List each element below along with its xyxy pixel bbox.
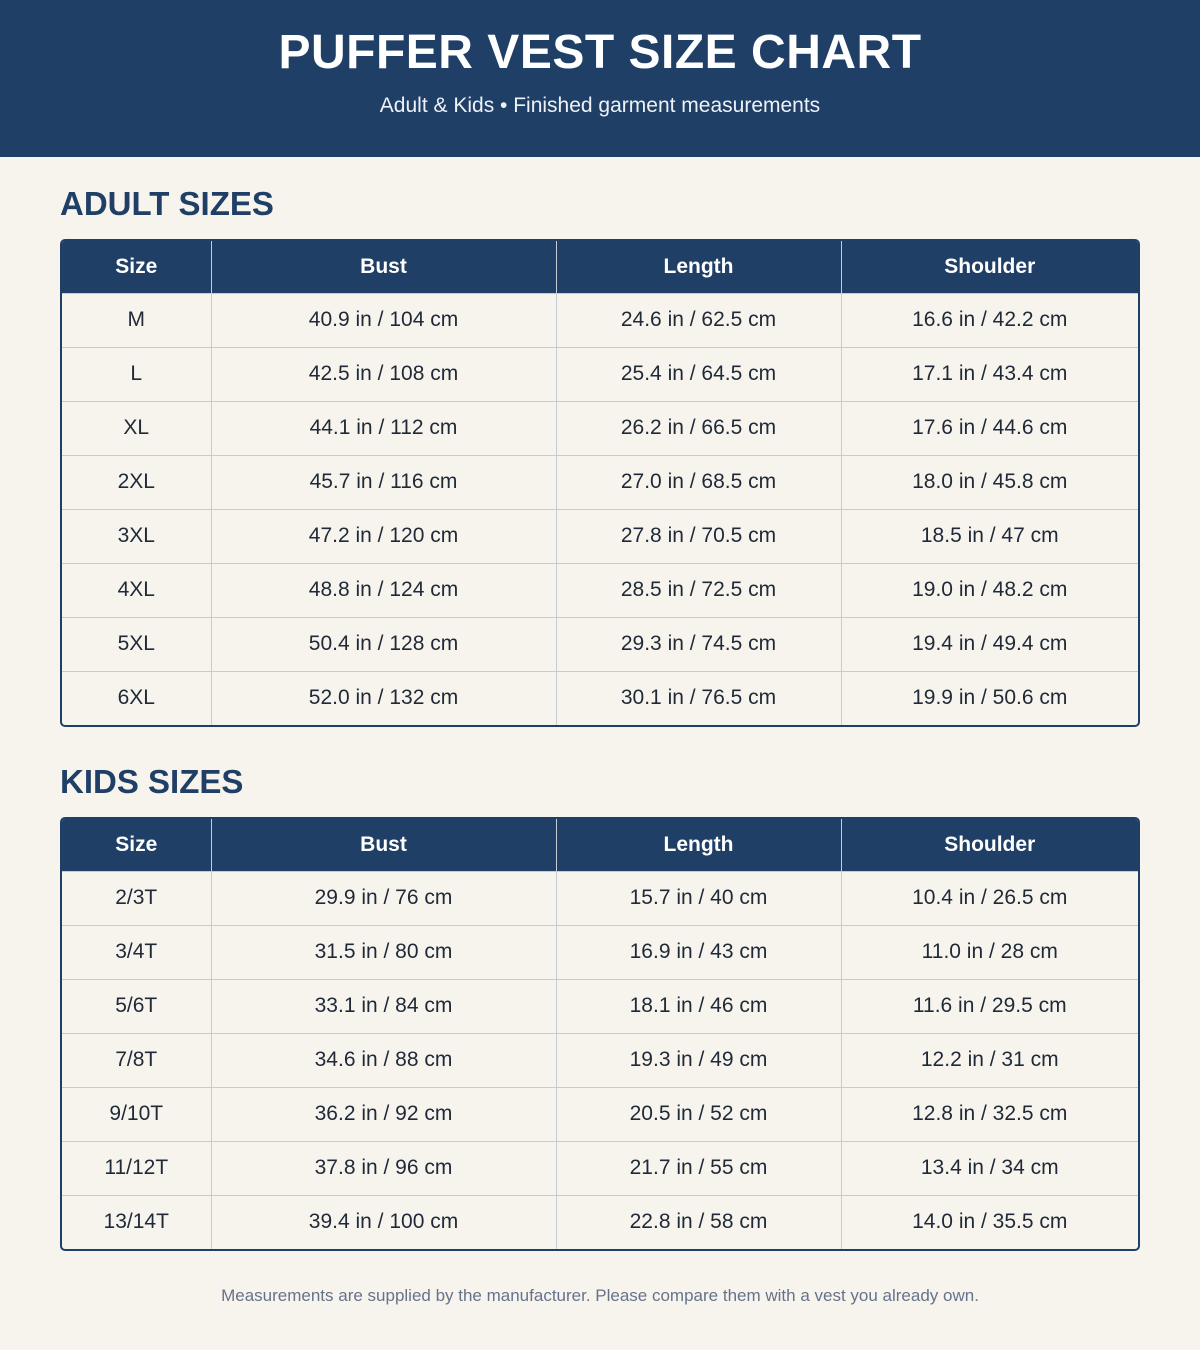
table-row bbox=[62, 1141, 1138, 1195]
column-header-shoulder: Shoulder bbox=[841, 241, 1138, 293]
size-cell: 4XL bbox=[62, 563, 211, 617]
footnote: Measurements are supplied by the manufacturer. Please compare them with a vest you already own. bbox=[221, 1286, 979, 1305]
shoulder-cell: 12.8 in / 32.5 cm bbox=[841, 1087, 1138, 1141]
length-cell: 28.5 in / 72.5 cm bbox=[556, 563, 841, 617]
table-row bbox=[62, 979, 1138, 1033]
length-cell: 27.0 in / 68.5 cm bbox=[556, 455, 841, 509]
shoulder-cell: 18.5 in / 47 cm bbox=[841, 509, 1138, 563]
size-cell: M bbox=[62, 293, 211, 347]
size-cell: L bbox=[62, 347, 211, 401]
shoulder-cell: 10.4 in / 26.5 cm bbox=[841, 871, 1138, 925]
length-cell: 16.9 in / 43 cm bbox=[556, 925, 841, 979]
table-row bbox=[62, 871, 1138, 925]
table-row bbox=[62, 455, 1138, 509]
length-cell: 26.2 in / 66.5 cm bbox=[556, 401, 841, 455]
shoulder-cell: 11.6 in / 29.5 cm bbox=[841, 979, 1138, 1033]
bust-cell: 45.7 in / 116 cm bbox=[211, 455, 556, 509]
bust-cell: 42.5 in / 108 cm bbox=[211, 347, 556, 401]
adult-section bbox=[0, 184, 1200, 727]
bust-cell: 29.9 in / 76 cm bbox=[211, 871, 556, 925]
adult-section-title: ADULT SIZES bbox=[60, 185, 274, 222]
table-row bbox=[62, 509, 1138, 563]
size-cell: 6XL bbox=[62, 671, 211, 725]
column-header-size: Size bbox=[62, 819, 211, 871]
column-header-length: Length bbox=[556, 819, 841, 871]
bust-cell: 52.0 in / 132 cm bbox=[211, 671, 556, 725]
column-header-length: Length bbox=[556, 241, 841, 293]
page-subtitle: Adult & Kids • Finished garment measurements bbox=[379, 94, 821, 117]
size-cell: XL bbox=[62, 401, 211, 455]
table-row bbox=[62, 1033, 1138, 1087]
shoulder-cell: 13.4 in / 34 cm bbox=[841, 1141, 1138, 1195]
kids-table-body bbox=[62, 871, 1138, 1249]
size-cell: 5XL bbox=[62, 617, 211, 671]
shoulder-cell: 17.6 in / 44.6 cm bbox=[841, 401, 1138, 455]
kids-section bbox=[0, 762, 1200, 1251]
table-row bbox=[62, 617, 1138, 671]
column-header-size: Size bbox=[62, 241, 211, 293]
shoulder-cell: 19.9 in / 50.6 cm bbox=[841, 671, 1138, 725]
bust-cell: 47.2 in / 120 cm bbox=[211, 509, 556, 563]
size-cell: 3/4T bbox=[62, 925, 211, 979]
table-row bbox=[62, 925, 1138, 979]
size-cell: 11/12T bbox=[62, 1141, 211, 1195]
length-cell: 27.8 in / 70.5 cm bbox=[556, 509, 841, 563]
size-cell: 3XL bbox=[62, 509, 211, 563]
bust-cell: 31.5 in / 80 cm bbox=[211, 925, 556, 979]
bust-cell: 39.4 in / 100 cm bbox=[211, 1195, 556, 1249]
length-cell: 24.6 in / 62.5 cm bbox=[556, 293, 841, 347]
shoulder-cell: 16.6 in / 42.2 cm bbox=[841, 293, 1138, 347]
adult-table-body bbox=[62, 293, 1138, 725]
column-header-shoulder: Shoulder bbox=[841, 819, 1138, 871]
column-header-bust: Bust bbox=[211, 819, 556, 871]
table-row bbox=[62, 347, 1138, 401]
table-row bbox=[62, 293, 1138, 347]
shoulder-cell: 17.1 in / 43.4 cm bbox=[841, 347, 1138, 401]
bust-cell: 50.4 in / 128 cm bbox=[211, 617, 556, 671]
length-cell: 21.7 in / 55 cm bbox=[556, 1141, 841, 1195]
size-cell: 5/6T bbox=[62, 979, 211, 1033]
table-row bbox=[62, 671, 1138, 725]
shoulder-cell: 14.0 in / 35.5 cm bbox=[841, 1195, 1138, 1249]
size-cell: 9/10T bbox=[62, 1087, 211, 1141]
table-header-row bbox=[62, 819, 1138, 871]
table-row bbox=[62, 563, 1138, 617]
size-cell: 2XL bbox=[62, 455, 211, 509]
shoulder-cell: 19.4 in / 49.4 cm bbox=[841, 617, 1138, 671]
shoulder-cell: 12.2 in / 31 cm bbox=[841, 1033, 1138, 1087]
bust-cell: 44.1 in / 112 cm bbox=[211, 401, 556, 455]
table-row bbox=[62, 401, 1138, 455]
size-cell: 13/14T bbox=[62, 1195, 211, 1249]
shoulder-cell: 11.0 in / 28 cm bbox=[841, 925, 1138, 979]
column-header-bust: Bust bbox=[211, 241, 556, 293]
length-cell: 25.4 in / 64.5 cm bbox=[556, 347, 841, 401]
length-cell: 18.1 in / 46 cm bbox=[556, 979, 841, 1033]
length-cell: 29.3 in / 74.5 cm bbox=[556, 617, 841, 671]
shoulder-cell: 18.0 in / 45.8 cm bbox=[841, 455, 1138, 509]
kids-size-table bbox=[60, 817, 1140, 1251]
table-header-row bbox=[62, 241, 1138, 293]
bust-cell: 48.8 in / 124 cm bbox=[211, 563, 556, 617]
size-cell: 2/3T bbox=[62, 871, 211, 925]
kids-section-title: KIDS SIZES bbox=[60, 763, 244, 800]
bust-cell: 33.1 in / 84 cm bbox=[211, 979, 556, 1033]
adult-size-table bbox=[60, 239, 1140, 727]
length-cell: 30.1 in / 76.5 cm bbox=[556, 671, 841, 725]
page-title: PUFFER VEST SIZE CHART bbox=[278, 26, 922, 79]
length-cell: 15.7 in / 40 cm bbox=[556, 871, 841, 925]
bust-cell: 34.6 in / 88 cm bbox=[211, 1033, 556, 1087]
shoulder-cell: 19.0 in / 48.2 cm bbox=[841, 563, 1138, 617]
bust-cell: 36.2 in / 92 cm bbox=[211, 1087, 556, 1141]
size-cell: 7/8T bbox=[62, 1033, 211, 1087]
length-cell: 19.3 in / 49 cm bbox=[556, 1033, 841, 1087]
length-cell: 22.8 in / 58 cm bbox=[556, 1195, 841, 1249]
table-row bbox=[62, 1087, 1138, 1141]
length-cell: 20.5 in / 52 cm bbox=[556, 1087, 841, 1141]
table-row bbox=[62, 1195, 1138, 1249]
page-header bbox=[0, 0, 1200, 157]
bust-cell: 40.9 in / 104 cm bbox=[211, 293, 556, 347]
bust-cell: 37.8 in / 96 cm bbox=[211, 1141, 556, 1195]
